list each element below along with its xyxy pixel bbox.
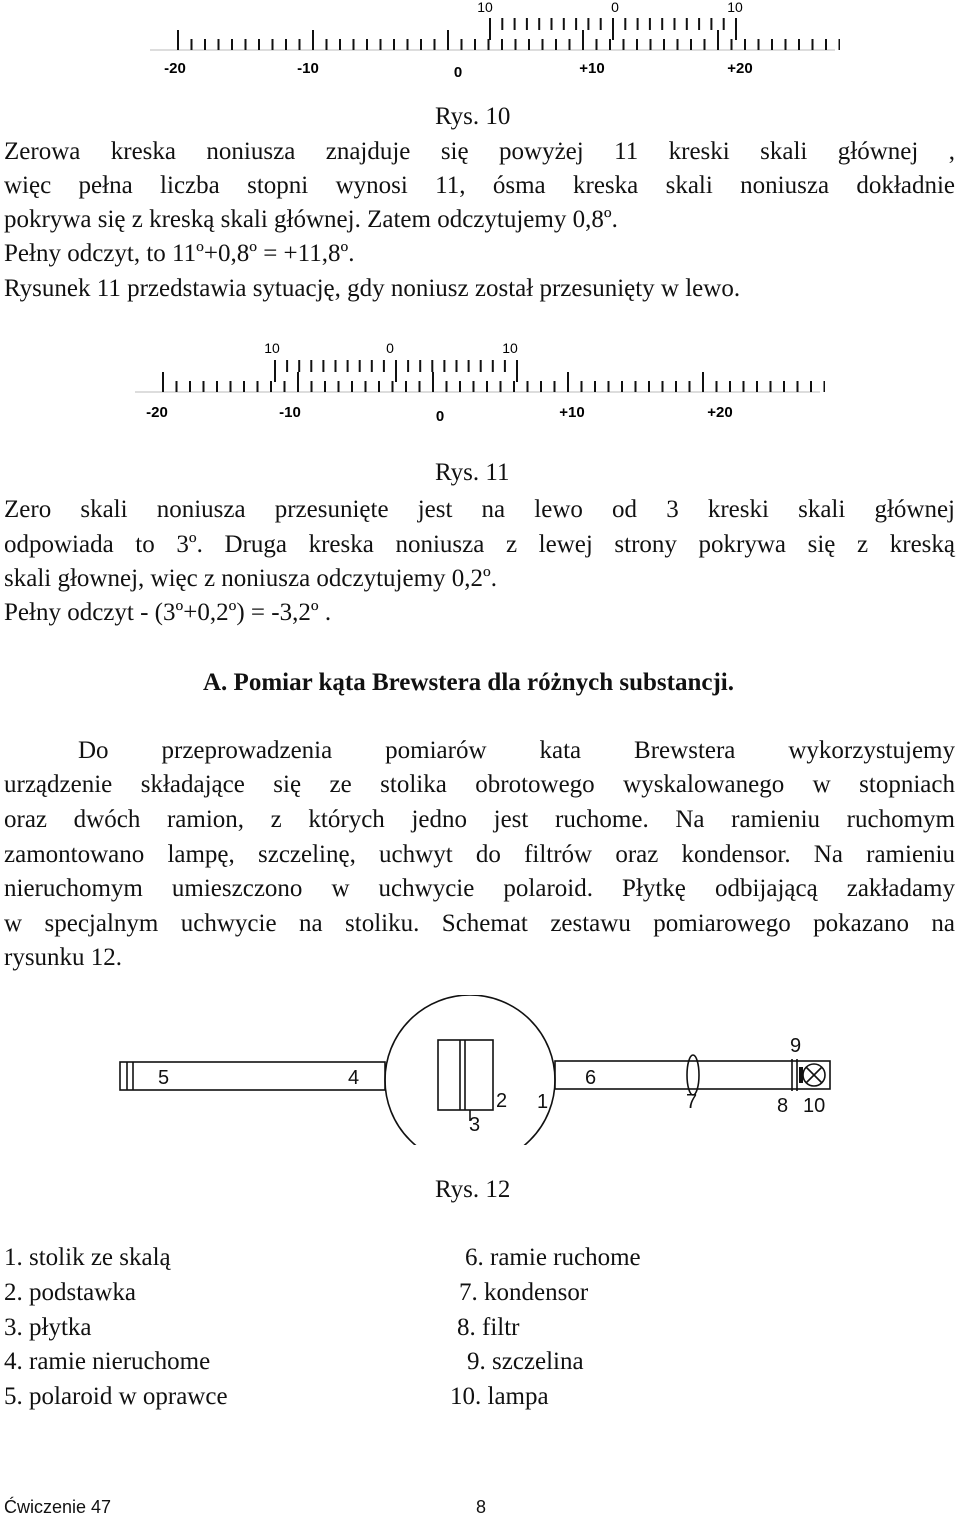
main-scale-ticks (178, 30, 840, 50)
legend-item-7: 7. kondensor (459, 1279, 589, 1306)
label-1: 1 (537, 1091, 549, 1113)
vernier-label-right: 10 (727, 0, 743, 15)
figure-12-schematic (115, 995, 845, 1145)
legend-item-5: 5. polaroid w oprawce (4, 1383, 228, 1410)
main-scale-ticks (163, 372, 825, 392)
para-do-line6: w specjalnym uchwycie na stoliku. Schemat zestawu pomiarowego pokazano na (4, 910, 955, 937)
para-do-line5: nieruchomym umieszczono w uchwycie polaroid. Płytkę odbijającą zakładamy (4, 875, 955, 902)
legend-item-10: 10. lampa (450, 1383, 549, 1410)
para10-line2: więc pełna liczba stopni wynosi 11, ósma kreska skali noniusza dokładnie (4, 172, 955, 199)
main-label-zero: 0 (453, 64, 463, 80)
main-label-zero: 0 (435, 408, 445, 425)
vernier-label-left: 10 (477, 0, 493, 15)
para11-line4: Pełny odczyt - (3º+0,2º) = -3,2º . (4, 599, 332, 626)
figure-10-vernier-scale (150, 0, 840, 80)
para10-line3: pokrywa się z kreską skali głównej. Zatem odczytujemy 0,8º. (4, 206, 618, 233)
legend-item-4: 4. ramie nieruchome (4, 1348, 211, 1375)
footer-title: Ćwiczenie 47 (4, 1497, 112, 1517)
main-label-minus10: -10 (297, 60, 319, 77)
footer-page-number: 8 (476, 1497, 487, 1517)
legend-item-6: 6. ramie ruchome (465, 1244, 641, 1271)
vernier-label-left: 10 (264, 340, 280, 356)
vernier-ticks (275, 360, 517, 382)
main-label-plus10: +10 (579, 60, 605, 77)
para10-line1: Zerowa kreska noniusza znajduje się powyżej 11 kreski skali głównej , (4, 138, 955, 165)
para-do-line2: urządzenie składające się ze stolika obrotowego wyskalowanego w stopniach (4, 771, 955, 798)
main-label-plus10: +10 (559, 404, 585, 421)
para11-line1: Zero skali noniusza przesunięte jest na lewo od 3 kreski skali głównej (4, 496, 955, 523)
legend-item-3: 3. płytka (4, 1314, 92, 1341)
label-7: 7 (686, 1091, 698, 1113)
vernier-label-zero: 0 (386, 340, 394, 356)
label-4: 4 (348, 1067, 360, 1089)
vernier-ticks (490, 18, 736, 40)
main-label-minus20: -20 (146, 404, 168, 421)
para11-line3: skali głownej, więc z noniusza odczytujemy 0,2º. (4, 565, 498, 592)
figure-11-vernier-scale (135, 337, 825, 427)
label-2: 2 (496, 1090, 508, 1112)
legend-item-1: 1. stolik ze skalą (4, 1244, 171, 1271)
label-3: 3 (469, 1114, 481, 1136)
movable-arm (555, 1061, 830, 1089)
label-8: 8 (777, 1095, 789, 1117)
label-6: 6 (585, 1067, 597, 1089)
para10-line4: Pełny odczyt, to 11º+0,8º = +11,8º. (4, 240, 355, 267)
figure-11-caption: Rys. 11 (435, 459, 510, 486)
para11-line2: odpowiada to 3º. Druga kreska noniusza z lewej strony pokrywa się z kreską (4, 531, 955, 558)
para-do-line1: Do przeprowadzenia pomiarów kata Brewstera wykorzystujemy (78, 737, 955, 764)
para-do-line7: rysunku 12. (4, 944, 123, 971)
main-label-minus10: -10 (279, 404, 301, 421)
para-do-line4: zamontowano lampę, szczelinę, uchwyt do filtrów oraz kondensor. Na ramieniu (4, 841, 955, 868)
main-label-minus20: -20 (164, 60, 186, 77)
label-10: 10 (803, 1095, 826, 1117)
legend-item-2: 2. podstawka (4, 1279, 136, 1306)
label-9: 9 (790, 1035, 802, 1057)
main-label-plus20: +20 (707, 404, 733, 421)
para10-line5: Rysunek 11 przedstawia sytuację, gdy noniusz został przesunięty w lewo. (4, 275, 741, 302)
legend-item-9: 9. szczelina (467, 1348, 584, 1375)
para-do-line3: oraz dwóch ramion, z których jedno jest ruchome. Na ramieniu ruchomym (4, 806, 955, 833)
main-label-plus20: +20 (727, 60, 753, 77)
section-heading: A. Pomiar kąta Brewstera dla różnych substancji. (203, 669, 734, 696)
vernier-label-right: 10 (502, 340, 518, 356)
label-5: 5 (158, 1067, 170, 1089)
legend-item-8: 8. filtr (457, 1314, 520, 1341)
figure-12-caption: Rys. 12 (435, 1176, 511, 1203)
figure-10-caption: Rys. 10 (435, 103, 511, 130)
vernier-label-zero: 0 (611, 0, 619, 15)
slit-mark (799, 1067, 803, 1083)
